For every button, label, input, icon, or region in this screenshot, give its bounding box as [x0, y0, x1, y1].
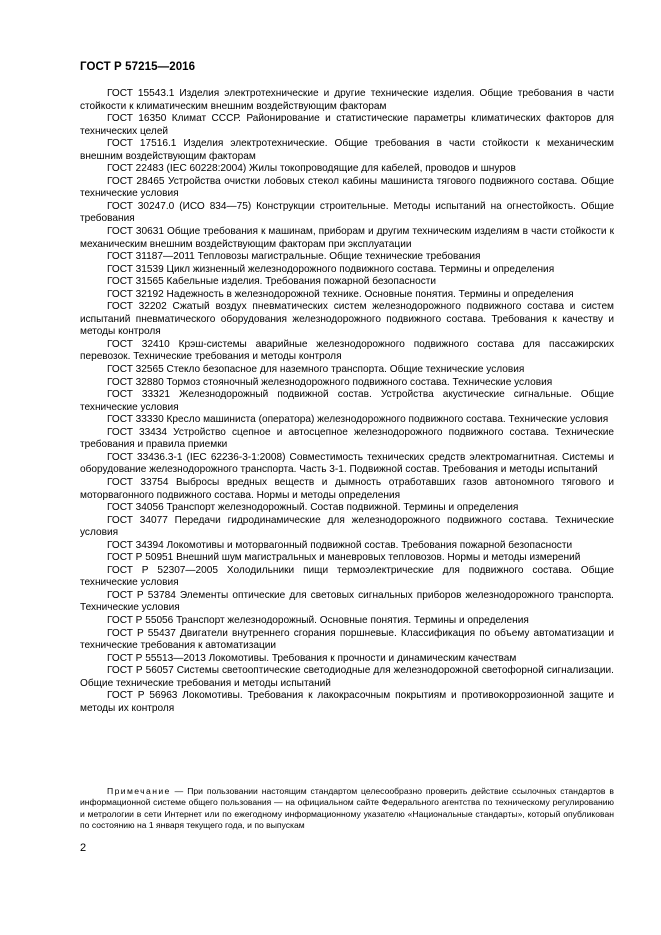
- reference-item: ГОСТ Р 50951 Внешний шум магистральных и маневровых тепловозов. Нормы и методы измерений: [107, 552, 581, 564]
- reference-item: ГОСТ 34394 Локомотивы и моторвагонный подвижной состав. Требования пожарной безопасности: [107, 539, 573, 551]
- reference-item: ГОСТ Р 56963 Локомотивы. Требования к лакокрасочным покрытиям и противокоррозионной защите и методы их контроля: [80, 690, 614, 714]
- reference-item: ГОСТ Р 55437 Двигатели внутреннего сгорания поршневые. Классификация по объему автоматизации и технические требования к автоматизации: [80, 627, 614, 652]
- reference-item: ГОСТ 33330 Кресло машиниста (оператора) железнодорожного подвижного состава. Технические условия: [107, 414, 609, 426]
- reference-item: ГОСТ 33321 Железнодорожный подвижной состав. Устройства акустические сигнальные. Общие технические условия: [80, 389, 614, 413]
- reference-item: ГОСТ 30631 Общие требования к машинам, приборам и другим техническим изделиям в части стойкости к механическим внешним воздействующим факторам при эксплуатации: [80, 226, 614, 250]
- reference-item: ГОСТ 33436.3-1 (IEC 62236-3-1:2008) Совместимость технических средств электромагнитная. Системы и оборудование железнодорожного транспорта. Часть 3-1. Подвижной состав. Требования и методы испытаний: [80, 451, 614, 476]
- reference-item: ГОСТ 33434 Устройство сцепное и автосцепное железнодорожного подвижного состава. Технические требования и правила приемки: [80, 426, 614, 451]
- reference-item: ГОСТ Р 53784 Элементы оптические для световых сигнальных приборов железнодорожного транспорта. Технические условия: [80, 589, 614, 614]
- reference-item: ГОСТ Р 56057 Системы светооптические светодиодные для железнодорожной светофорной сигнализации. Общие технические требования и методы испытаний: [80, 665, 614, 689]
- reference-item: ГОСТ 16350 Климат СССР. Районирование и статистические параметры климатических факторов для технических целей: [80, 113, 614, 137]
- reference-item: ГОСТ 32192 Надежность в железнодорожной технике. Основные понятия. Термины и определения: [107, 288, 574, 300]
- note-label: Примечание: [107, 786, 171, 796]
- reference-item: ГОСТ 32202 Сжатый воздух пневматических систем железнодорожного подвижного состава и систем испытаний пневматического оборудования железнодорожного подвижного состава. Требования к качеству и методы контроля: [80, 301, 614, 338]
- reference-item: ГОСТ 33754 Выбросы вредных веществ и дымность отработавших газов автономного тягового и моторвагонного подвижного состава. Нормы и методы определения: [80, 476, 614, 501]
- reference-item: ГОСТ 15543.1 Изделия электротехнические и другие технические изделия. Общие требования в части стойкости к климатическим внешним воздействующим факторам: [80, 88, 614, 112]
- note-text: — При пользовании настоящим стандартом целесообразно проверить действие ссылочных стандартов в информационной системе общего пользования — на официальном сайте Федерального агентства по техническому регулированию и метрологии в сети Интернет или по ежегодному информационному указателю «Национальные стандарты», который опубликован по состоянию на 1 января текущего года, и по выпускам: [80, 786, 614, 831]
- reference-item: ГОСТ 31565 Кабельные изделия. Требования пожарной безопасности: [107, 276, 437, 288]
- reference-item: ГОСТ Р 55513—2013 Локомотивы. Требования к прочности и динамическим качествам: [107, 652, 517, 664]
- reference-item: ГОСТ 17516.1 Изделия электротехнические. Общие требования в части стойкости к механическим внешним воздействующим факторам: [80, 138, 614, 162]
- reference-item: ГОСТ 32880 Тормоз стояночный железнодорожного подвижного состава. Технические условия: [107, 376, 553, 388]
- reference-item: ГОСТ 32410 Крэш-системы аварийные железнодорожного подвижного состава для пассажирских перевозок. Технические требования и методы контроля: [80, 338, 614, 363]
- note-paragraph: [80, 786, 614, 832]
- reference-item: ГОСТ 28465 Устройства очистки лобовых стекол кабины машиниста тягового подвижного состава. Общие технические условия: [80, 175, 614, 200]
- page-number: 2: [80, 842, 87, 854]
- reference-item: ГОСТ 22483 (IEC 60228:2004) Жилы токопроводящие для кабелей, проводов и шнуров: [107, 163, 516, 175]
- reference-item: ГОСТ Р 52307—2005 Холодильники пищи термоэлектрические для подвижного состава. Общие технические условия: [80, 564, 614, 589]
- reference-item: ГОСТ 34077 Передачи гидродинамические для железнодорожного подвижного состава. Технические условия: [80, 514, 614, 539]
- reference-item: ГОСТ 32565 Стекло безопасное для наземного транспорта. Общие технические условия: [107, 364, 525, 376]
- document-header: ГОСТ Р 57215—2016: [80, 61, 196, 73]
- reference-item: ГОСТ Р 55056 Транспорт железнодорожный. Основные понятия. Термины и определения: [107, 614, 529, 626]
- reference-item: ГОСТ 30247.0 (ИСО 834—75) Конструкции строительные. Методы испытаний на огнестойкость. Общие требования: [80, 200, 614, 225]
- reference-item: ГОСТ 31187—2011 Тепловозы магистральные. Общие технические требования: [107, 251, 481, 263]
- reference-item: ГОСТ 34056 Транспорт железнодорожный. Состав подвижной. Термины и определения: [107, 502, 519, 514]
- normative-references-list: [80, 88, 614, 715]
- reference-item: ГОСТ 31539 Цикл жизненный железнодорожного подвижного состава. Термины и определения: [107, 263, 555, 275]
